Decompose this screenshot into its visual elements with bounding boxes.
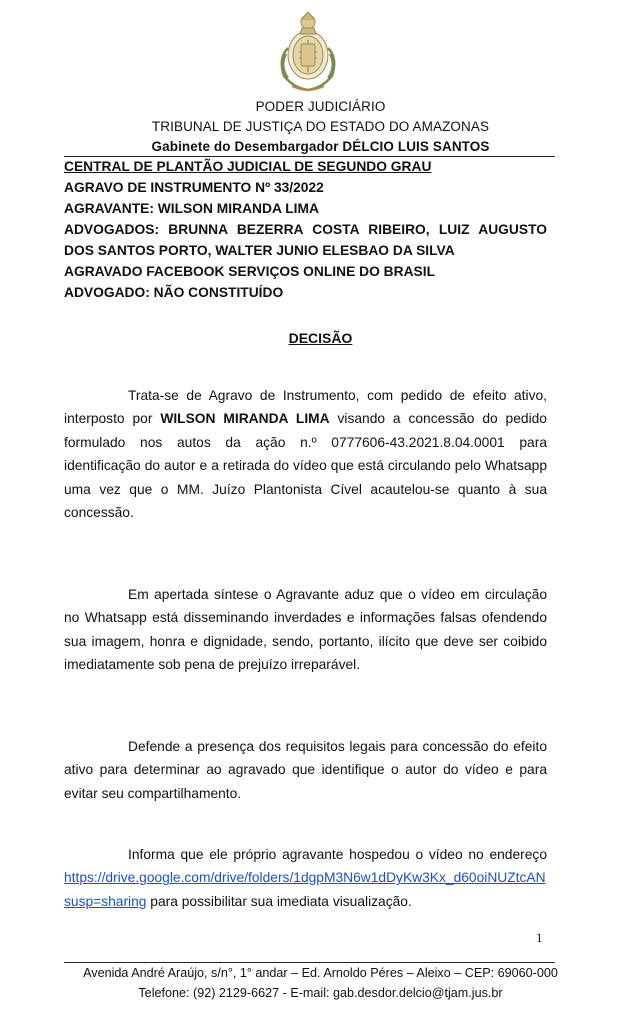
paragraph-3-line: Defende a presença dos requisitos legais para concessão do efeito bbox=[128, 739, 547, 754]
paragraph-4-line: Informa que ele próprio agravante hospedou o vídeo no endereço bbox=[128, 847, 547, 862]
drive-link-continuation[interactable]: susp=sharing bbox=[64, 893, 147, 909]
text-segment: interposto por bbox=[64, 411, 153, 427]
decision-title: DECISÃO bbox=[288, 330, 353, 346]
coat-of-arms-seal bbox=[270, 8, 346, 94]
paragraph-1-line: identificação do autor e a retirada do vídeo que está circulando pelo Whatsapp bbox=[64, 458, 547, 474]
paragraph-4 bbox=[64, 843, 547, 913]
paragraph-2-line: no Whatsapp está disseminando inverdades e informações falsas ofendendo bbox=[64, 610, 547, 626]
case-advogados-line2: DOS SANTOS PORTO, WALTER JUNIO ELESBAO DA SILVA bbox=[64, 243, 455, 258]
case-agravado: AGRAVADO FACEBOOK SERVIÇOS ONLINE DO BRASIL bbox=[64, 264, 436, 279]
paragraph-2 bbox=[64, 583, 547, 677]
paragraph-1-line bbox=[64, 407, 547, 430]
paragraph-2-line: sua imagem, honra e dignidade, sendo, portanto, ilícito que deve ser coibido bbox=[64, 633, 547, 649]
case-info bbox=[64, 177, 547, 303]
case-central: CENTRAL DE PLANTÃO JUDICIAL DE SEGUNDO GRAU bbox=[64, 159, 432, 174]
agravante-name-bold: WILSON MIRANDA LIMA bbox=[160, 411, 330, 427]
paragraph-1-line: uma vez que o MM. Juízo Plantonista Cível acautelou-se quanto à sua bbox=[64, 481, 547, 497]
drive-link[interactable]: https://drive.google.com/drive/folders/1dgpM3N6w1dDyKw3Kx_d60oiNUZtcAN bbox=[64, 870, 546, 886]
case-advogado: ADVOGADO: NÃO CONSTITUÍDO bbox=[64, 285, 284, 300]
case-agravante: AGRAVANTE: WILSON MIRANDA LIMA bbox=[64, 201, 319, 216]
paragraph-2-line: Em apertada síntese o Agravante aduz que o vídeo em circulação bbox=[128, 587, 547, 602]
paragraph-4-line bbox=[64, 890, 547, 913]
header-judiciary: PODER JUDICIÁRIO bbox=[255, 99, 386, 114]
header-tribunal: TRIBUNAL DE JUSTIÇA DO ESTADO DO AMAZONAS bbox=[151, 119, 490, 134]
case-advogados-line1: ADVOGADOS: BRUNNA BEZERRA COSTA RIBEIRO, LUIZ AUGUSTO bbox=[64, 222, 547, 237]
footer-contact: Telefone: (92) 2129-6627 - E-mail: gab.desdor.delcio@tjam.jus.br bbox=[138, 986, 503, 1000]
page-number: 1 bbox=[536, 930, 543, 945]
paragraph-3 bbox=[64, 735, 547, 805]
paragraph-3-line: evitar seu compartilhamento. bbox=[64, 785, 242, 801]
case-agravo: AGRAVO DE INSTRUMENTO Nº 33/2022 bbox=[64, 180, 324, 195]
paragraph-1-line: concessão. bbox=[64, 504, 134, 520]
text-segment: para possibilitar sua imediata visualização. bbox=[150, 893, 412, 909]
paragraph-1-line: Trata-se de Agravo de Instrumento, com pedido de efeito ativo, bbox=[128, 388, 547, 403]
paragraph-1 bbox=[64, 384, 547, 524]
footer-address: Avenida André Araújo, s/n°, 1° andar – Ed. Arnoldo Péres – Aleixo – CEP: 69060-000 bbox=[83, 966, 558, 980]
paragraph-1-line: formulado nos autos da ação n.º 0777606-43.2021.8.04.0001 para bbox=[64, 434, 547, 450]
paragraph-4-line bbox=[64, 866, 547, 889]
paragraph-2-line: imediatamente sob pena de prejuízo irreparável. bbox=[64, 657, 361, 673]
text-segment: visando a concessão do pedido bbox=[337, 411, 547, 427]
paragraph-3-line: ativo para determinar ao agravado que identifique o autor do vídeo e para bbox=[64, 762, 547, 778]
footer-divider bbox=[64, 962, 555, 963]
header-cabinet: Gabinete do Desembargador DÉLCIO LUIS SANTOS bbox=[151, 139, 490, 154]
